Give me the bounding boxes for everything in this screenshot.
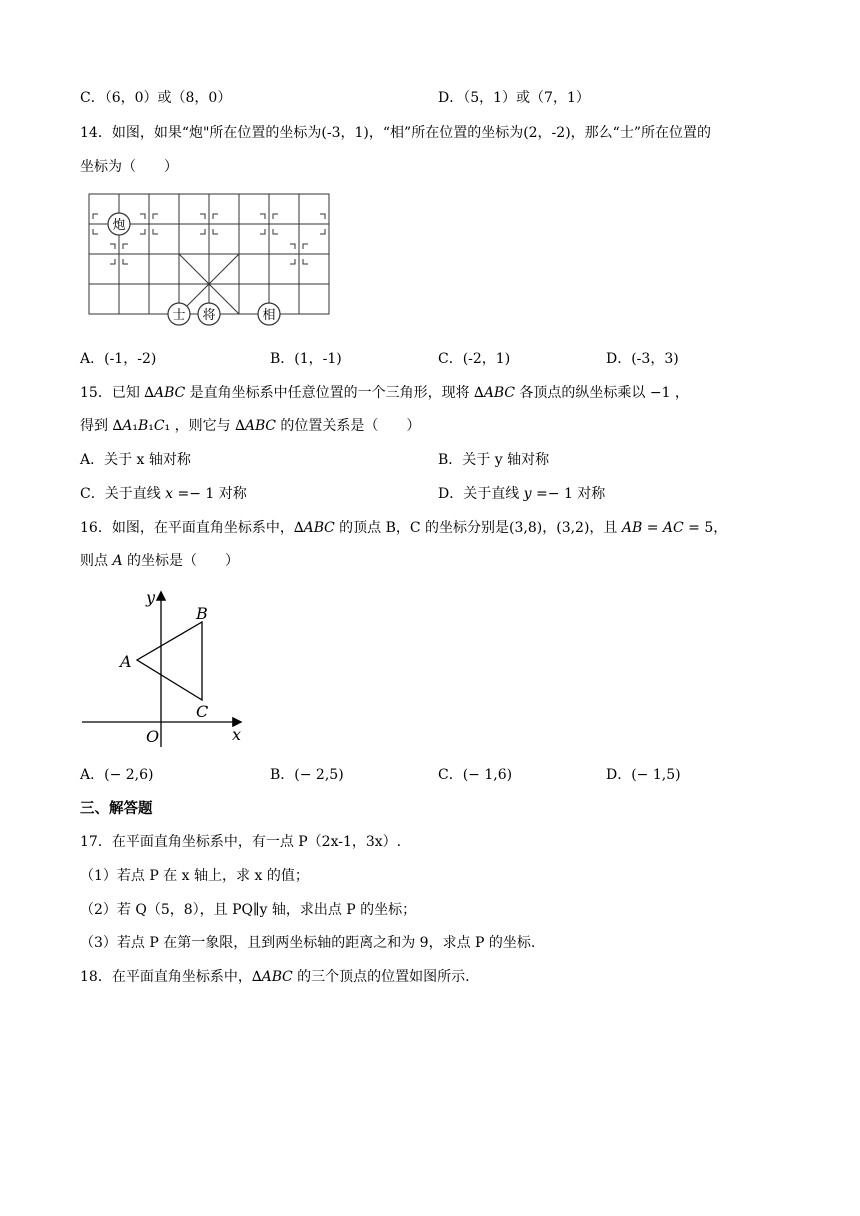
piece-xiang [258,303,280,325]
section-heading: 三、解答题 [80,801,153,817]
triangle-abc [137,622,202,700]
piece-pao [108,213,130,235]
q13-option-c: C．（6，0）或（8，0） [80,90,232,106]
q15-stem-line2: 得到 ∆𝐴₁𝐵₁𝐶₁ ，则它与 ∆𝐴𝐵𝐶 的位置关系是（ ） [80,418,421,434]
q16-stem-line1: 16．如图，在平面直角坐标系中，∆𝐴𝐵𝐶 的顶点 B，C 的坐标分别是(3,8)，(3,2)，且 𝐴𝐵 = 𝐴𝐶 = 5， [80,520,728,536]
chess-board-figure [85,190,335,330]
vertex-c-label: C [196,702,209,721]
q14-option-c: C．(-2，1) [438,351,511,367]
q13-option-d: D．（5，1）或（7，1） [438,90,590,106]
q15-option-c: C．关于直线 𝑥 =− 1 对称 [80,486,247,502]
y-axis-label: y [146,588,156,607]
q14-option-a: A．(-1，-2) [80,351,157,367]
q17-part2: （2）若 Q（5，8），且 PQ∥y 轴，求出点 P 的坐标； [80,902,417,918]
piece-shi [168,303,190,325]
q15-option-b: B．关于 y 轴对称 [438,452,550,468]
piece-jiang-label: 将 [202,308,216,323]
q15-option-a: A．关于 x 轴对称 [80,452,191,468]
q15-stem-line1: 15．已知 ∆𝐴𝐵𝐶 是直角坐标系中任意位置的一个三角形，现将 ∆𝐴𝐵𝐶 各顶点的纵坐标乘以 −1 ， [80,385,689,401]
q18-stem: 18．在平面直角坐标系中，∆𝐴𝐵𝐶 的三个顶点的位置如图所示. [80,969,470,985]
q16-option-d: D．(− 1,5) [606,767,681,783]
q14-option-d: D．(-3，3) [606,351,679,367]
q14-stem-line2: 坐标为（ ） [80,159,178,175]
q16-option-c: C．(− 1,6) [438,767,513,783]
q17-stem: 17．在平面直角坐标系中，有一点 P（2x-1，3x）. [80,834,402,850]
q16-option-a: A．(− 2,6) [80,767,154,783]
origin-label: O [146,727,160,746]
piece-jiang [198,303,220,325]
q17-part1: （1）若点 P 在 x 轴上，求 x 的值； [80,868,309,884]
x-axis-label: x [232,725,242,744]
q17-part3: （3）若点 P 在第一象限，且到两坐标轴的距离之和为 9，求点 P 的坐标. [80,935,536,951]
piece-pao-label: 炮 [112,218,126,233]
q15-option-d: D．关于直线 𝑦 =− 1 对称 [438,486,606,502]
q16-option-b: B．(− 2,5) [270,767,344,783]
q14-stem-line1: 14．如图，如果“炮"所在位置的坐标为(-3，1)，“相”所在位置的坐标为(2，-2)，那么“士”所在位置的 [80,125,711,141]
piece-shi-label: 士 [172,308,186,323]
piece-xiang-label: 相 [262,308,276,323]
vertex-b-label: B [196,604,208,623]
q16-stem-line2: 则点 𝐴 的坐标是（ ） [80,553,240,569]
q14-option-b: B．(1，-1) [270,351,342,367]
vertex-a-label: A [120,652,132,671]
triangle-coordinate-figure [80,585,260,755]
